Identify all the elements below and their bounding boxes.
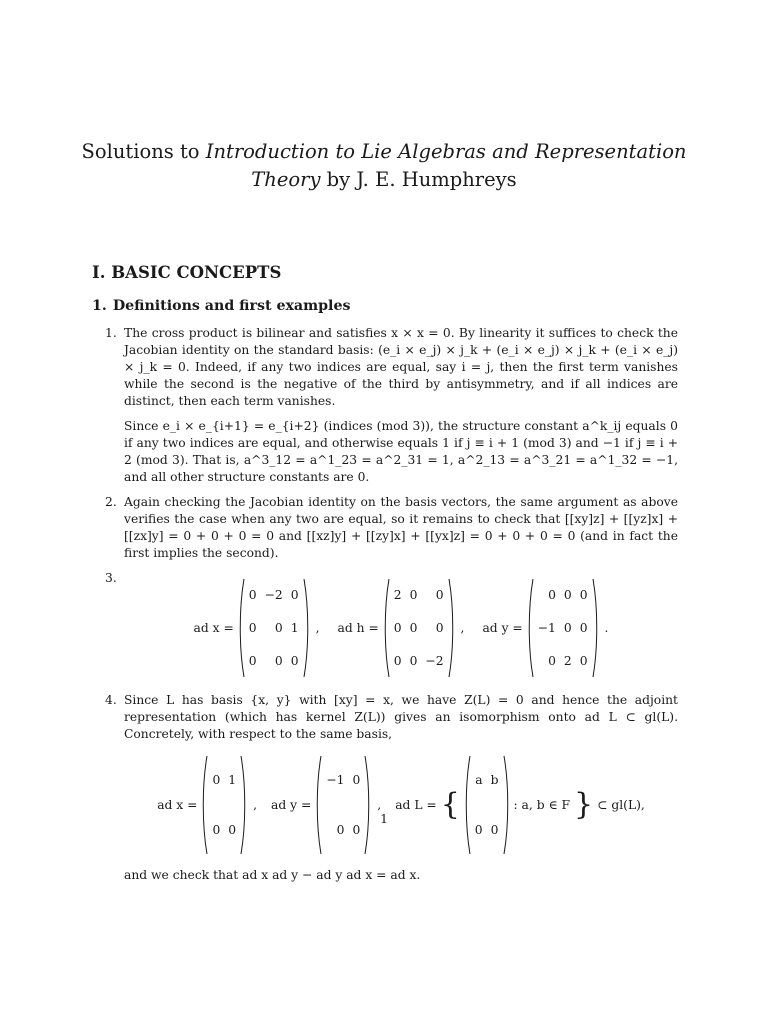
matrix-entry: 0	[393, 620, 402, 635]
matrix-entry: 0	[336, 823, 345, 837]
matrix-row	[534, 578, 592, 611]
section-heading	[92, 298, 350, 315]
section-title: Definitions and first examples	[112, 298, 351, 314]
matrix-entry: b	[490, 773, 499, 787]
matrix-entry: 0	[274, 654, 283, 669]
matrix-entry: 0	[409, 620, 418, 635]
matrix-entry: 1	[290, 620, 299, 635]
left-paren-icon	[238, 578, 245, 678]
left-brace-icon: {	[440, 787, 460, 822]
matrix-entry: −2	[425, 654, 444, 669]
matrix-entry: 0	[490, 823, 499, 837]
matrix-row	[534, 645, 592, 678]
matrix-entry: 0	[579, 620, 588, 635]
matrix-row	[390, 578, 448, 611]
matrix-label: ad x =	[193, 620, 234, 635]
matrix	[315, 755, 371, 855]
exercise-item-3	[92, 570, 678, 678]
matrix-entries	[245, 578, 303, 678]
matrix-entry: a	[475, 773, 483, 787]
matrix-entry: 1	[228, 773, 237, 787]
document-title	[60, 138, 708, 194]
set-condition: : a, b ∈ F	[513, 797, 571, 812]
matrix-row	[390, 611, 448, 644]
matrix-entry: 0	[548, 654, 556, 669]
matrix-separator: ,	[460, 620, 465, 635]
matrix-label: ad y =	[482, 620, 523, 635]
exercise-list	[92, 325, 678, 884]
matrix-entries	[322, 755, 364, 855]
matrix-entry: 0	[579, 654, 588, 669]
matrix-row	[471, 755, 503, 805]
matrix-ad-y-2d	[271, 755, 381, 855]
matrix-entry: 2	[563, 654, 572, 669]
matrix-entry: 0	[409, 654, 418, 669]
item1-text2: Since e_i × e_{i+1} = e_{i+2} (indices (mod 3)), the structure constant a^k_ij equals 0 if any two indices are equal, and otherwise equals 1 if j ≡ i + 1 (mod 3) and −1 if j ≡ i + 2 (mod 3). That is, a^3_12 = a^1_23 = a^2_31 = 1, a^2_13 = a^3_21 = a^1_32 = −1, and all other structure constants are 0.	[124, 419, 678, 484]
section-number: 1.	[92, 298, 107, 314]
right-paren-icon	[592, 578, 599, 678]
matrix-entry: 0	[393, 654, 402, 669]
right-paren-icon	[364, 755, 371, 855]
matrix-ad-x-2d	[157, 755, 257, 855]
matrix-entry: 0	[352, 823, 361, 837]
exercise-number: 3.	[105, 571, 117, 585]
matrix-ad-h	[338, 578, 465, 678]
left-paren-icon	[315, 755, 322, 855]
exercise-number: 2.	[105, 495, 117, 509]
exercise-text	[124, 325, 678, 410]
item1-text: The cross product is bilinear and satisfies x × x = 0. By linearity it suffices to check the Jacobian identity on the standard basis: (e_i × e_j) × j_k + (e_i × e_j) × j_k + (e_i × e_j) × j_k = 0. Indeed, if any two indices are equal, say i = j, then the first term vanishes while the second is the negative of the third by antisymmetry, and if all indices are distinct, then each term vanishes.	[124, 326, 678, 408]
matrix-row	[208, 755, 240, 805]
ad-l-set	[395, 755, 645, 855]
matrix-separator: .	[604, 620, 609, 635]
exercise-number: 4.	[105, 693, 117, 707]
title-suffix: by J. E. Humphreys	[320, 168, 517, 191]
exercise-item-4	[92, 692, 678, 884]
right-brace-icon: }	[574, 787, 594, 822]
matrix-row	[390, 645, 448, 678]
matrix-entry: 0	[228, 823, 237, 837]
matrix-entry: −1	[326, 773, 345, 787]
left-paren-icon	[383, 578, 390, 678]
left-paren-icon	[201, 755, 208, 855]
matrix	[383, 578, 455, 678]
right-paren-icon	[303, 578, 310, 678]
matrix-separator: ,	[253, 797, 258, 812]
matrix-entry: 0	[212, 773, 221, 787]
matrix-entry: −2	[264, 587, 283, 602]
matrix-separator: ,	[315, 620, 320, 635]
matrix-row	[245, 578, 303, 611]
matrix-entries	[534, 578, 592, 678]
set-label: ad L =	[395, 797, 437, 812]
matrix-row	[322, 755, 364, 805]
matrix-ad-x	[194, 578, 320, 678]
left-paren-icon	[527, 578, 534, 678]
right-paren-icon	[240, 755, 247, 855]
matrix-entry: 0	[563, 620, 572, 635]
matrix-label: ad h =	[337, 620, 379, 635]
matrix-entry: 0	[290, 654, 299, 669]
adjoint-matrices	[124, 578, 678, 678]
set-tail: ⊂ gl(L),	[597, 797, 645, 812]
right-paren-icon	[503, 755, 510, 855]
closing-text: and we check that ad x ad y − ad y ad x = ad x.	[124, 868, 421, 882]
matrix-entry: 0	[274, 620, 283, 635]
matrix-entry: 0	[248, 654, 257, 669]
exercise-text: Again checking the Jacobian identity on the basis vectors, the same argument as above verifies the case when any two are equal, so it remains to check that [[xy]z] + [[yz]x] + [[zx]y] = 0 + 0 + 0 = 0 and [[xz]y] + [[zy]x] + [[yx]z] = 0 + 0 + 0 = 0 (and in fact the first implies the second).	[124, 495, 678, 560]
matrix	[527, 578, 599, 678]
exercise-text-2	[124, 418, 678, 486]
matrix-row	[245, 611, 303, 644]
matrix-entry: 2	[393, 587, 402, 602]
matrix	[238, 578, 310, 678]
matrix-entries	[208, 755, 240, 855]
matrix-label: ad y =	[271, 797, 312, 812]
matrix-entry: 0	[248, 620, 257, 635]
matrix-row	[245, 645, 303, 678]
left-paren-icon	[464, 755, 471, 855]
title-prefix: Solutions to	[81, 140, 206, 163]
matrix-entry: −1	[537, 620, 556, 635]
matrix-entries	[390, 578, 448, 678]
matrix-entry: 0	[563, 587, 572, 602]
page-number: 1	[380, 812, 388, 826]
matrix-entry: 0	[212, 823, 221, 837]
title-book: Introduction to Lie Algebras and Representation Theory	[205, 140, 687, 191]
matrix-entry: 0	[409, 587, 418, 602]
matrix-entry: 0	[548, 587, 556, 602]
matrix-entry: 0	[435, 587, 444, 602]
exercise-item-2	[92, 494, 678, 562]
right-paren-icon	[448, 578, 455, 678]
matrix-entry: 0	[290, 587, 299, 602]
matrix-entry: 0	[435, 620, 444, 635]
matrix-entries	[471, 755, 503, 855]
adjoint-matrices-2d	[124, 755, 678, 855]
matrix-entry: 0	[579, 587, 588, 602]
matrix-entry: 0	[474, 823, 483, 837]
exercise-item-1	[92, 325, 678, 486]
matrix	[464, 755, 510, 855]
exercise-text: Since L has basis {x, y} with [xy] = x, we have Z(L) = 0 and hence the adjoint representation (which has kernel Z(L)) gives an isomorphism onto ad L ⊂ gl(L). Concretely, with respect to the same basis,	[124, 693, 678, 741]
matrix-separator: ,	[377, 797, 382, 812]
matrix-entry: 0	[352, 773, 361, 787]
exercise-number: 1.	[105, 326, 117, 340]
matrix-row	[534, 611, 592, 644]
matrix-entry: 0	[248, 587, 257, 602]
matrix-ad-y	[482, 578, 608, 678]
chapter-heading: I. BASIC CONCEPTS	[92, 263, 282, 282]
matrix	[201, 755, 247, 855]
matrix-label: ad x =	[157, 797, 198, 812]
